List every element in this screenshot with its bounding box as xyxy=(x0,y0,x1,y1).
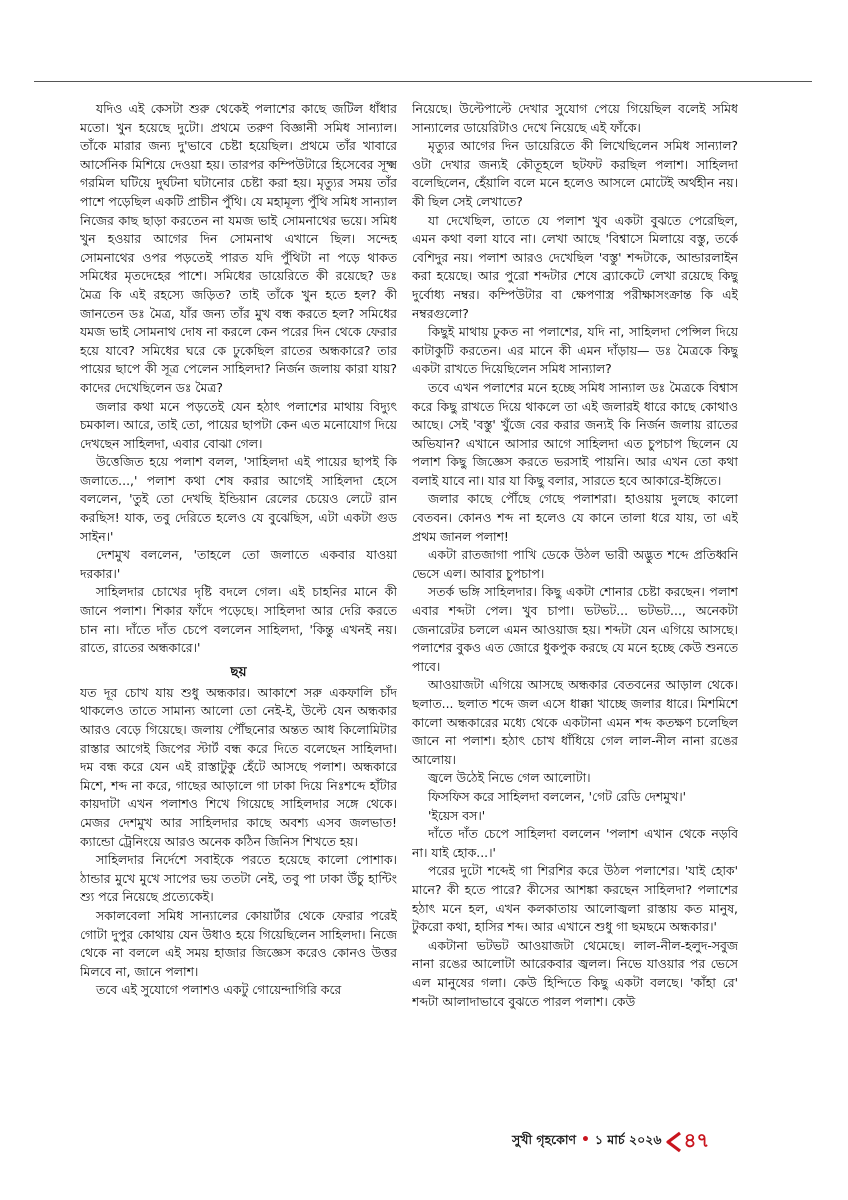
paragraph: মৃত্যুর আগের দিন ডায়েরিতে কী লিখেছিলেন সমিধ সান্যাল? ওটা দেখার জন্যই কৌতূহলে ছটফট করছিল পলাশ। সাহিলদা বলেছিলেন, হেঁয়ালি বলে মনে হলেও আসলে মোটেই অর্থহীন নয়। কী ছিল সেই লেখাতে? xyxy=(412,138,738,209)
paragraph: জলার কথা মনে পড়তেই যেন হঠাৎ পলাশের মাথায় বিদ্যুৎ চমকাল। আরে, তাই তো, পায়ের ছাপটা কেন এত মনোযোগ দিয়ে দেখছেন সাহিলদা, এবার বোঝা গেল। xyxy=(80,398,397,451)
paragraph: পরের দুটো শব্দেই গা শিরশির করে উঠল পলাশের। 'যাই হোক' মানে? কী হতে পারে? কীসের আশঙ্কা করছেন সাহিলদা? পলাশের হঠাৎ মনে হল, এখন কলকাতায় আলোজ্বলা রাস্তায় কত মানুষ, টুকরো কথা, হাসির শব্দ। আর এখানে শুধু গা ছমছমে অন্ধকার।' xyxy=(412,863,738,935)
paragraph: দাঁতে দাঁত চেপে সাহিলদা বললেন 'পলাশ এখান থেকে নড়বি না। যাই হোক...।' xyxy=(412,826,738,860)
article-column-right xyxy=(412,100,738,1080)
paragraph: উত্তেজিত হয়ে পলাশ বলল, 'সাহিলদা এই পায়ের ছাপই কি জলাতে...,' পলাশ কথা শেষ করার আগেই সাহিলদা হেসে বললেন, 'তুই তো দেখছি ইন্ডিয়ান রেলের চেয়েও লেটে রান করছিস! যাক, তবু দেরিতে হলেও যে বুঝেছিস, এটা একটা গুড সাইন।' xyxy=(80,454,397,544)
article-column-left xyxy=(80,100,397,1080)
page-number-block xyxy=(665,1126,709,1159)
paragraph: তবে এই সুযোগে পলাশও একটু গোয়েন্দাগিরি করে xyxy=(96,982,342,998)
issue-date: ১ মার্চ ২০২৬ xyxy=(594,1132,662,1147)
page-chevron-icon xyxy=(665,1131,681,1153)
page-number: ৪৭ xyxy=(683,1127,710,1152)
paragraph: জ্বলে উঠেই নিভে গেল আলোটা। xyxy=(428,770,591,786)
page-footer xyxy=(512,1128,709,1156)
paragraph: সকালবেলা সমিধ সান্যালের কোয়ার্টার থেকে ফেরার পরেই গোটা দুপুর কোথায় যেন উধাও হয়ে গিয়েছিলেন সাহিলদা। নিজে থেকে না বললে এই সময় হাজার জিজ্ঞেস করেও কোনও উত্তর মিলবে না, জানে পলাশ। xyxy=(80,907,397,979)
paragraph: সাহিলদার নির্দেশে সবাইকে পরতে হয়েছে কালো পোশাক। ঠান্ডার মুখে মুখে সাপের ভয় ততটা নেই, তবু পা ঢাকা উঁচু হান্টিং শ্যু পরে নিয়েছে প্রত্যেকেই। xyxy=(80,852,397,905)
paragraph: কিছুই মাথায় ঢুকত না পলাশের, যদি না, সাহিলদা পেন্সিল দিয়ে কাটাকুটি করতেন। এর মানে কী এমন দাঁড়ায়— ডঃ মৈত্রকে কিছু একটা রাখতে দিয়েছিলেন সমিধ সান্যাল? xyxy=(412,324,738,377)
paragraph: ফিসফিস করে সাহিলদা বললেন, 'গেট রেডি দেশমুখ।' xyxy=(428,788,687,804)
paragraph: আওয়াজটা এগিয়ে আসছে অন্ধকার বেতবনের আড়াল থেকে। ছলাত... ছলাত শব্দে জল এসে ধাক্কা খাচ্ছে জলার ধারে। মিশমিশে কালো অন্ধকারের মধ্যে থেকে একটানা এমন শব্দ কতক্ষণ চলেছিল জানে না পলাশ। হঠাৎ চোখ ধাঁধিয়ে গেল লাল-নীল নানা রঙের আলোয়। xyxy=(412,677,738,767)
paragraph: সাহিলদার চোখের দৃষ্টি বদলে গেল। এই চাহনির মানে কী জানে পলাশ। শিকার ফাঁদে পড়েছে। সাহিলদা আর দেরি করতে চান না। দাঁতে দাঁত চেপে বললেন সাহিলদা, 'কিন্তু এখনই নয়। রাতে, রাতের অন্ধকারে।' xyxy=(80,584,397,656)
magazine-name: সুখী গৃহকোণ xyxy=(512,1132,577,1147)
section-heading: ছয় xyxy=(230,663,247,680)
paragraph: সতর্ক ভঙ্গি সাহিলদার। কিছু একটা শোনার চেষ্টা করছেন। পলাশ এবার শব্দটা পেল। খুব চাপা। ভটভট... ভটভট..., অনেকটা জেনারেটর চললে এমন আওয়াজ হয়। শব্দটা যেন এগিয়ে আসছে। পলাশের বুকও এত জোরে ধুকপুক করছে যে মনে হচ্ছে কেউ শুনতে পাবে। xyxy=(412,584,738,674)
paragraph: 'ইয়েস বস।' xyxy=(428,807,486,823)
paragraph: যত দূর চোখ যায় শুধু অন্ধকার। আকাশে সরু একফালি চাঁদ থাকলেও তাতে সামান্য আলো তো নেই-ই, উল্টে যেন অন্ধকার আরও বেড়ে গিয়েছে। জলায় পৌঁছনোর অন্তত আধ কিলোমিটার রাস্তার আগেই জিপের স্টার্ট বন্ধ করে দিতে বলেছেন সাহিলদা। দম বন্ধ করে যেন এই রাস্তাটুকু হেঁটে আসছে পলাশ। অন্ধকারে মিশে, শব্দ না করে, গাছের আড়ালে গা ঢাকা দিয়ে নিঃশব্দে হাঁটার কায়দাটা এখন পলাশও শিখে গিয়েছে সাহিলদার সঙ্গে থেকে। মেজর দেশমুখ আর সাহিলদার কাছে অবশ্য এসব জলভাত! ক্যান্ডো ট্রেনিংয়ে আরও অনেক কঠিন জিনিস শিখতে হয়। xyxy=(80,684,397,849)
magazine-credit xyxy=(512,1132,661,1152)
paragraph: যদিও এই কেসটা শুরু থেকেই পলাশের কাছে জটিল ধাঁধার মতো। খুন হয়েছে দুটো। প্রথমে তরুণ বিজ্ঞানী সমিধ সান্যাল। তাঁকে মারার জন্য দু'ভাবে চেষ্টা হয়েছিল। প্রথমে তাঁর খাবারে আর্সেনিক মিশিয়ে দেওয়া হয়। তারপর কম্পিউটারে হিসেবের সূক্ষ্ম গরমিল ঘটিয়ে দুর্ঘটনা ঘটানোর চেষ্টা করা হয়। মৃত্যুর সময় তাঁর পাশে পড়েছিল একটি প্রাচীন পুঁথি। যে মহামূল্য পুঁথি সমিধ সান্যাল নিজের কাছ ছাড়া করতেন না যমজ ভাই সোমনাথের ভয়ে। সমিধ খুন হওয়ার আগের দিন সোমনাথ এখানে ছিল। সন্দেহ সোমনাথের ওপর পড়তেই পারত যদি পুঁথিটা না পড়ে থাকত সমিধের মৃতদেহের পাশে। সমিধের ডায়েরিতে কী রয়েছে? ডঃ মৈত্র কি এই রহস্যে জড়িত? তাই তাঁকে খুন হতে হল? কী জানতেন ডঃ মৈত্র, যাঁর জন্য তাঁর মুখ বন্ধ করতে হল? সমিধের যমজ ভাই সোমনাথ দোষ না করলে কেন পরের দিন থেকে ফেরার হয়ে যাবে? সমিধের ঘরে কে ঢুকেছিল রাতের অন্ধকারে? তার পায়ের ছাপে কী সূত্র পেলেন সাহিলদা? নির্জন জলায় কারা যায়? কাদের দেখেছিলেন ডঃ মৈত্র? xyxy=(80,101,397,395)
paragraph: নিয়েছে। উল্টেপাল্টে দেখার সুযোগ পেয়ে গিয়েছিল বলেই সমিধ সান্যালের ডায়েরিটাও দেখে নিয়েছে এই ফাঁকে। xyxy=(412,101,738,135)
paragraph: একটা রাতজাগা পাখি ডেকে উঠল ভারী অদ্ভুত শব্দে প্রতিধ্বনি ভেসে এল। আবার চুপচাপ। xyxy=(412,547,738,581)
separator-dot: • xyxy=(576,1132,595,1148)
header-rule xyxy=(34,81,812,82)
paragraph: যা দেখেছিল, তাতে যে পলাশ খুব একটা বুঝতে পেরেছিল, এমন কথা বলা যাবে না। লেখা আছে 'বিশ্বাসে মিলায়ে বস্তু, তর্কে বেশিদুর নয়। পলাশ আরও দেখেছিল 'বস্তু' শব্দটাকে, আন্ডারলাইন করা হয়েছে। আর পুরো শব্দটার শেষে ব্র্যাকেটে লেখা রয়েছে কিছু দুর্বোধ্য নম্বর। কম্পিউটার বা ক্ষেপণাস্ত্র পরীক্ষাসংক্রান্ত কি এই নম্বরগুলো? xyxy=(412,212,738,321)
paragraph: তবে এখন পলাশের মনে হচ্ছে সমিধ সান্যাল ডঃ মৈত্রকে বিশ্বাস করে কিছু রাখতে দিয়ে থাকলে তা এই জলারই ধারে কাছে কোথাও আছে। সেই 'বস্তু' খুঁজে বের করার জন্যই কি নির্জন জলায় রাতের অভিযান? এখানে আসার আগে সাহিলদা এত চুপচাপ ছিলেন যে পলাশ কিছু জিজ্ঞেস করতে ভরসাই পায়নি। আর এখন তো কথা বলাই যাবে না। যার যা কিছু বলার, সারতে হবে আকারে-ইঙ্গিতে। xyxy=(412,379,738,488)
paragraph: জলার কাছে পৌঁছে গেছে পলাশরা। হাওয়ায় দুলছে কালো বেতবন। কোনও শব্দ না হলেও যে কানে তালা ধরে যায়, তা এই প্রথম জানল পলাশ! xyxy=(412,491,738,544)
paragraph: দেশমুখ বললেন, 'তাহলে তো জলাতে একবার যাওয়া দরকার।' xyxy=(80,547,397,581)
paragraph: একটানা ভটভট আওয়াজটা থেমেছে। লাল-নীল-হলুদ-সবুজ নানা রঙের আলোটা আরেকবার জ্বলল। নিভে যাওয়ার পর ভেসে এল মানুষের গলা। কেউ হিন্দিতে কিছু একটা বলছে। 'কাঁহা রে' শব্দটা আলাদাভাবে বুঝতে পারল পলাশ। কেউ xyxy=(412,937,738,1009)
